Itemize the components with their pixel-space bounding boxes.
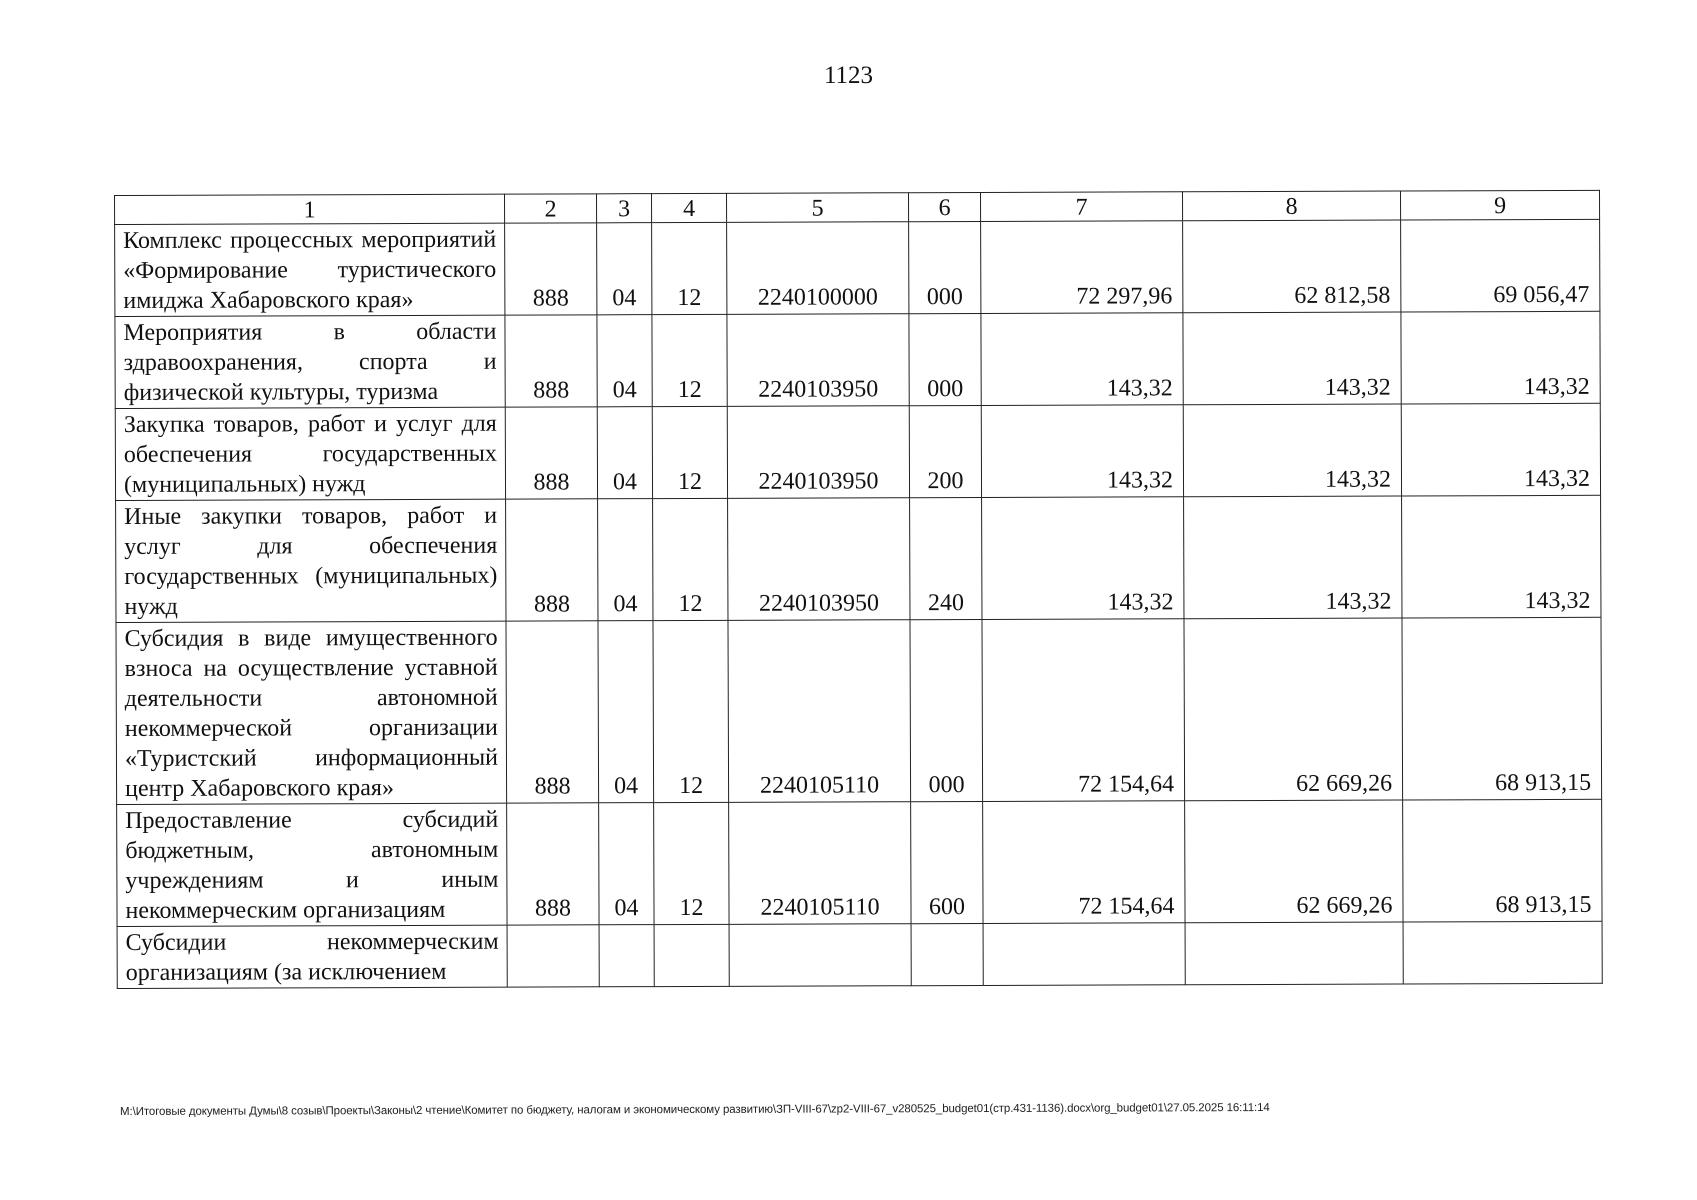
cell-c4: 12 — [654, 802, 729, 924]
cell-c7: 72 154,64 — [983, 801, 1185, 924]
row-name: Мероприятия в области здравоохранения, спорта и физической культуры, туризма — [115, 315, 505, 408]
cell-c2: 888 — [505, 223, 597, 315]
cell-c4: 12 — [652, 406, 727, 498]
column-header: 1 — [115, 194, 505, 224]
table-row — [117, 799, 1602, 926]
cell-c6: 000 — [910, 619, 983, 801]
column-header: 8 — [1182, 191, 1400, 221]
row-name: Комплекс процессных мероприятий «Формирование туристического имиджа Хабаровского края» — [115, 223, 505, 316]
row-name: Предоставление субсидий бюджетным, автономным учреждениям и иным некоммерческим организациям — [117, 803, 507, 926]
table-row — [117, 921, 1602, 988]
cell-c8: 143,32 — [1184, 496, 1402, 619]
row-name: Субсидии некоммерческим организациям (за исключением — [117, 925, 507, 988]
column-header: 3 — [596, 194, 651, 223]
cell-c8: 143,32 — [1183, 404, 1401, 497]
cell-c3: 04 — [598, 499, 653, 621]
cell-c9: 68 913,15 — [1402, 617, 1602, 800]
cell-c7 — [983, 923, 1185, 986]
cell-c9: 143,32 — [1402, 495, 1601, 618]
cell-c9: 69 056,47 — [1401, 219, 1600, 312]
page-number: 1123 — [823, 62, 874, 89]
cell-c8: 62 669,26 — [1184, 618, 1403, 801]
row-name: Иные закупки товаров, работ и услуг для обеспечения государственных (муниципальных) нужд — [116, 499, 506, 622]
cell-c3: 04 — [597, 223, 652, 315]
cell-c2 — [507, 925, 599, 987]
cell-c3: 04 — [597, 315, 652, 407]
cell-c3 — [599, 925, 654, 987]
cell-c5: 2240105110 — [729, 802, 911, 925]
column-header: 4 — [651, 193, 726, 222]
column-header: 5 — [726, 193, 908, 223]
cell-c2: 888 — [507, 803, 599, 925]
cell-c7: 72 297,96 — [981, 221, 1183, 314]
cell-c4: 12 — [653, 620, 729, 802]
cell-c8: 62 669,26 — [1185, 800, 1403, 923]
column-header: 9 — [1400, 190, 1599, 220]
footer-file-path: M:\Итоговые документы Думы\8 созыв\Проекты\Законы\2 чтение\Комитет по бюджету, налогам и экономическому развитию\ЗП-VIII-67\zp2-VIII-67_v280525_budget01(стр.431-1136).docx\org_budget01\27.05.2025 16:11:14 — [120, 1101, 1270, 1118]
cell-c5 — [729, 924, 911, 987]
cell-c6: 600 — [911, 801, 983, 923]
cell-c5: 2240103950 — [727, 314, 909, 407]
cell-c7: 143,32 — [981, 313, 1183, 406]
cell-c3: 04 — [599, 803, 654, 925]
table-row — [116, 617, 1602, 804]
table-row — [115, 311, 1600, 408]
cell-c6: 000 — [909, 313, 981, 405]
table-row — [116, 495, 1601, 622]
cell-c2: 888 — [505, 315, 597, 407]
cell-c6: 000 — [909, 221, 981, 313]
cell-c9: 143,32 — [1401, 311, 1600, 404]
cell-c4 — [654, 924, 729, 986]
cell-c8: 143,32 — [1183, 312, 1401, 405]
table-row — [115, 403, 1600, 500]
cell-c4: 12 — [653, 498, 728, 620]
cell-c9: 68 913,15 — [1403, 799, 1602, 922]
cell-c6: 200 — [909, 405, 981, 497]
cell-c2: 888 — [505, 407, 597, 499]
cell-c7: 143,32 — [982, 497, 1184, 620]
cell-c4: 12 — [652, 314, 727, 406]
cell-c2: 888 — [506, 621, 599, 803]
column-header: 2 — [504, 194, 596, 223]
cell-c5: 2240100000 — [727, 222, 909, 315]
column-header: 7 — [980, 192, 1182, 222]
cell-c2: 888 — [506, 499, 598, 621]
cell-c5: 2240105110 — [728, 620, 911, 803]
row-name: Субсидия в виде имущественного взноса на осуществление уставной деятельности автономной некоммерческой организации «Туристский информационный центр Хабаровского края» — [116, 621, 507, 804]
cell-c8 — [1185, 922, 1403, 985]
row-name: Закупка товаров, работ и услуг для обеспечения государственных (муниципальных) нужд — [115, 407, 505, 500]
cell-c8: 62 812,58 — [1183, 220, 1401, 313]
cell-c7: 143,32 — [981, 405, 1183, 498]
cell-c6 — [911, 923, 983, 985]
table-row — [115, 219, 1600, 316]
column-header: 6 — [908, 192, 980, 221]
cell-c7: 72 154,64 — [982, 619, 1185, 802]
cell-c6: 240 — [910, 497, 982, 619]
budget-table — [114, 190, 1603, 989]
cell-c4: 12 — [652, 222, 727, 314]
cell-c9 — [1403, 921, 1602, 984]
cell-c9: 143,32 — [1401, 403, 1600, 496]
cell-c3: 04 — [597, 407, 652, 499]
cell-c5: 2240103950 — [727, 406, 909, 499]
cell-c3: 04 — [598, 621, 654, 803]
cell-c5: 2240103950 — [728, 498, 910, 621]
